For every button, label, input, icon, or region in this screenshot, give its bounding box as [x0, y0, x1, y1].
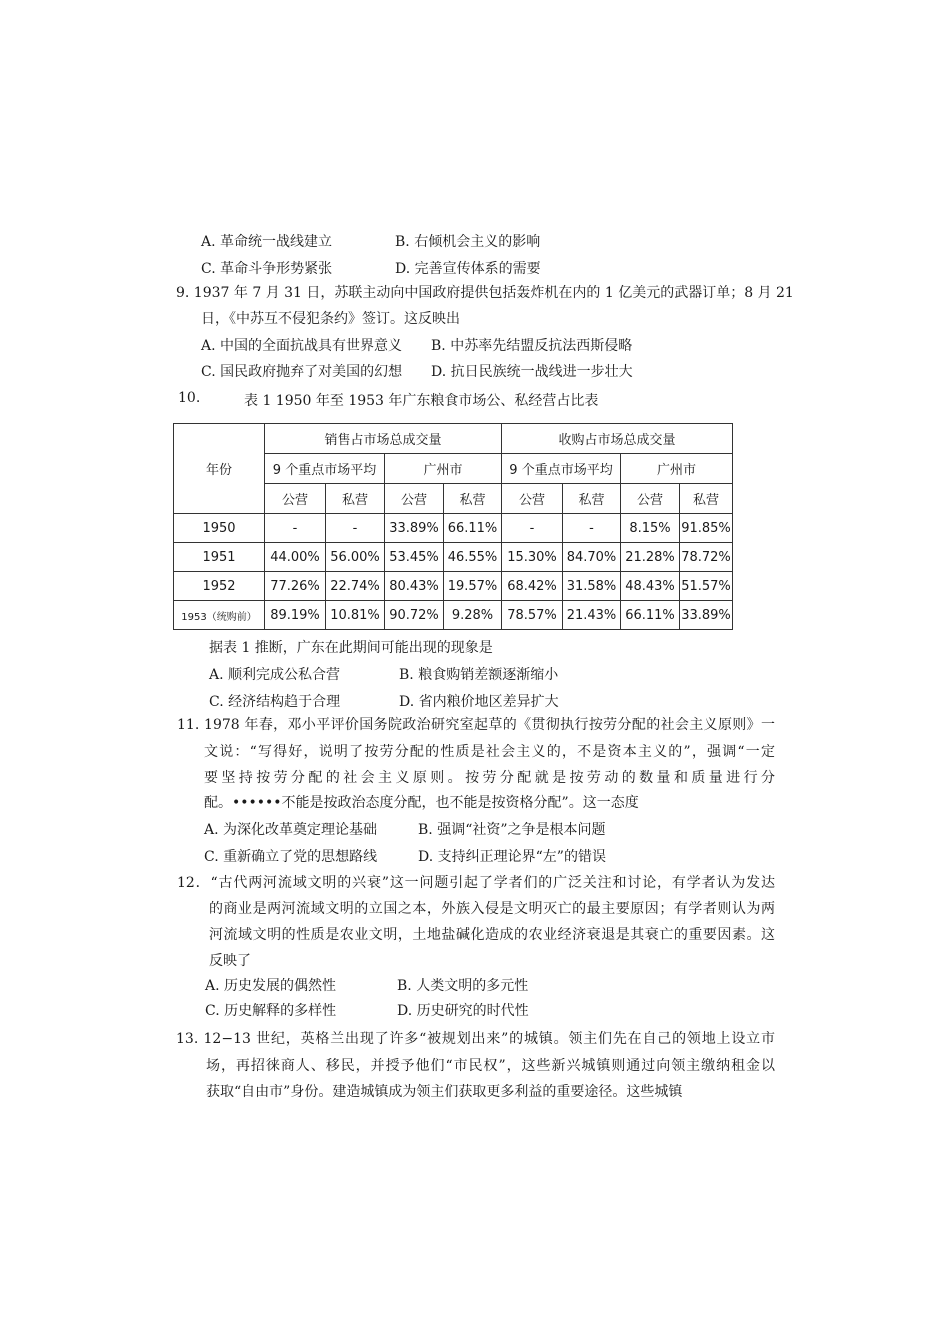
table-cell: 51.57%: [680, 572, 733, 601]
table-cell: 33.89%: [680, 601, 733, 630]
table-cell: 48.43%: [621, 572, 680, 601]
year-header: 年份: [174, 424, 265, 514]
table-cell: 66.11%: [621, 601, 680, 630]
table-cell: 89.19%: [265, 601, 326, 630]
public-header: 公营: [502, 484, 563, 514]
table-cell: 33.89%: [385, 514, 444, 543]
q11-option-a: A. 为深化改革奠定理论基础: [204, 822, 378, 838]
q12-option-a: A. 历史发展的偶然性: [205, 978, 337, 994]
q10-stem: 据表 1 推断，广东在此期间可能出现的现象是: [209, 640, 493, 656]
q9-option-b: B. 中苏率先结盟反抗法西斯侵略: [431, 338, 633, 354]
table-cell: 15.30%: [502, 543, 563, 572]
table-row: [174, 601, 733, 630]
q11-stem-line4: 配。••••••不能是按政治态度分配，也不能是按资格分配”。这一态度: [204, 795, 639, 811]
table-caption: 表 1 1950 年至 1953 年广东粮食市场公、私经营占比表: [244, 393, 599, 409]
sales-header: 销售占市场总成交量: [265, 424, 502, 454]
table-cell: 91.85%: [680, 514, 733, 543]
q12-stem-line2: 的商业是两河流域文明的立国之本，外族入侵是文明灭亡的最主要原因；有学者则认为两: [209, 901, 775, 917]
q12-stem-line3: 河流域文明的性质是农业文明，土地盐碱化造成的农业经济衰退是其衰亡的重要因素。这: [209, 927, 775, 943]
table-cell: 10.81%: [326, 601, 385, 630]
q12-option-d: D. 历史研究的时代性: [397, 1003, 529, 1019]
q12-stem-line1: 12．“古代两河流域文明的兴衰”这一问题引起了学者们的广泛关注和讨论，有学者认为发达: [177, 875, 775, 891]
year-cell: 1951: [174, 543, 265, 572]
table-cell: 8.15%: [621, 514, 680, 543]
table-cell: 78.57%: [502, 601, 563, 630]
q8-option-c: C. 革命斗争形势紧张: [201, 261, 333, 277]
public-header: 公营: [385, 484, 444, 514]
sales-guangzhou-header: 广州市: [385, 454, 502, 484]
q13-stem-line3: 获取“自由市”身份。建造城镇成为领主们获取更多利益的重要途径。这些城镇: [206, 1084, 683, 1100]
q13-stem-line1: 13. 12−13 世纪，英格兰出现了许多“被规划出来”的城镇。领主们先在自己的领地上设立市: [176, 1031, 775, 1047]
q10-option-b: B. 粮食购销差额逐渐缩小: [399, 667, 559, 683]
table-cell: -: [326, 514, 385, 543]
q10-number: 10.: [178, 390, 201, 406]
table-cell: 53.45%: [385, 543, 444, 572]
table-cell: 90.72%: [385, 601, 444, 630]
table-cell: 77.26%: [265, 572, 326, 601]
table-cell: 21.28%: [621, 543, 680, 572]
q10-option-c: C. 经济结构趋于合理: [209, 694, 341, 710]
table-cell: 84.70%: [563, 543, 621, 572]
table-cell: 22.74%: [326, 572, 385, 601]
q8-option-a: A. 革命统一战线建立: [201, 234, 333, 250]
table-row: [174, 543, 733, 572]
q11-option-d: D. 支持纠正理论界“左”的错误: [418, 849, 606, 865]
q12-option-b: B. 人类文明的多元性: [397, 978, 529, 994]
table-cell: 56.00%: [326, 543, 385, 572]
q8-option-b: B. 右倾机会主义的影响: [395, 234, 541, 250]
table-cell: -: [265, 514, 326, 543]
q10-option-d: D. 省内粮价地区差异扩大: [399, 694, 559, 710]
public-header: 公营: [621, 484, 680, 514]
table-cell: 9.28%: [444, 601, 502, 630]
q11-stem-line2: 文说：“写得好，说明了按劳分配的性质是社会主义的，不是资本主义的”，强调“一定: [204, 744, 775, 760]
purchase-guangzhou-header: 广州市: [621, 454, 733, 484]
private-header: 私营: [563, 484, 621, 514]
q9-option-c: C. 国民政府抛弃了对美国的幻想: [201, 364, 403, 380]
q9-option-a: A. 中国的全面抗战具有世界意义: [201, 338, 403, 354]
q11-option-b: B. 强调“社资”之争是根本问题: [418, 822, 606, 838]
purchase-header: 收购占市场总成交量: [502, 424, 733, 454]
table-cell: 44.00%: [265, 543, 326, 572]
q11-stem-line1: 11. 1978 年春，邓小平评价国务院政治研究室起草的《贯彻执行按劳分配的社会主义原则》一: [177, 717, 775, 733]
q12-option-c: C. 历史解释的多样性: [205, 1003, 337, 1019]
q11-stem-line3: 要坚持按劳分配的社会主义原则。按劳分配就是按劳动的数量和质量进行分: [204, 770, 775, 786]
table-cell: 80.43%: [385, 572, 444, 601]
sales-avg9-header: 9 个重点市场平均: [265, 454, 385, 484]
table-cell: 78.72%: [680, 543, 733, 572]
table-cell: -: [563, 514, 621, 543]
table-row: [174, 572, 733, 601]
q13-stem-line2: 场，再招徕商人、移民，并授予他们“市民权”，这些新兴城镇则通过向领主缴纳租金以: [206, 1058, 775, 1074]
q10-option-a: A. 顺利完成公私合营: [209, 667, 341, 683]
table-row: [174, 514, 733, 543]
private-header: 私营: [680, 484, 733, 514]
table-cell: 31.58%: [563, 572, 621, 601]
year-cell: 1950: [174, 514, 265, 543]
private-header: 私营: [444, 484, 502, 514]
year-cell: 1952: [174, 572, 265, 601]
table-cell: 46.55%: [444, 543, 502, 572]
table-cell: -: [502, 514, 563, 543]
table-cell: 68.42%: [502, 572, 563, 601]
q12-stem-line4: 反映了: [209, 953, 251, 969]
purchase-avg9-header: 9 个重点市场平均: [502, 454, 621, 484]
grain-market-table: [173, 423, 733, 630]
q9-stem-line2: 日，《中苏互不侵犯条约》签订。这反映出: [201, 311, 460, 327]
q9-option-d: D. 抗日民族统一战线进一步壮大: [431, 364, 633, 380]
q11-option-c: C. 重新确立了党的思想路线: [204, 849, 378, 865]
table-cell: 66.11%: [444, 514, 502, 543]
q8-option-d: D. 完善宣传体系的需要: [395, 261, 541, 277]
private-header: 私营: [326, 484, 385, 514]
q9-stem-line1: 9. 1937 年 7 月 31 日，苏联主动向中国政府提供包括轰炸机在内的 1 亿美元的武器订单；8 月 21: [176, 285, 794, 301]
table-cell: 19.57%: [444, 572, 502, 601]
public-header: 公营: [265, 484, 326, 514]
table-cell: 21.43%: [563, 601, 621, 630]
year-cell: 1953（统购前）: [174, 601, 265, 630]
